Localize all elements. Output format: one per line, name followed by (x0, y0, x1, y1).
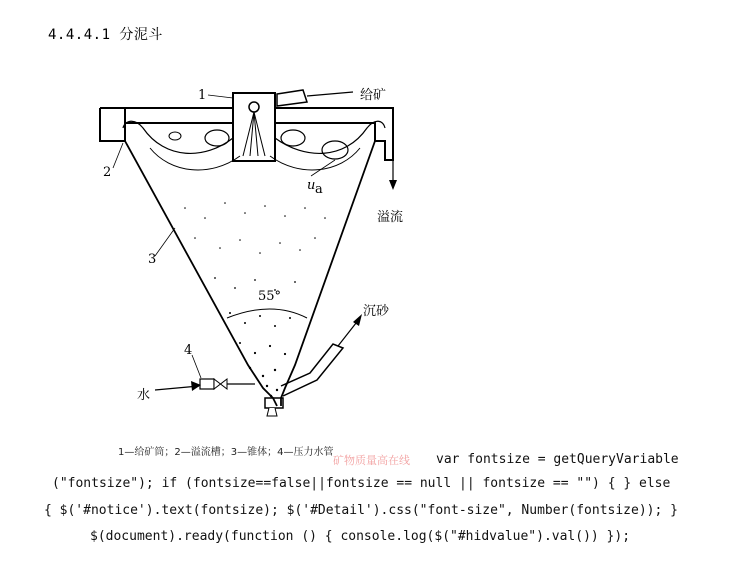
code-line-3: { $('#notice').text(fontsize); $('#Detail').css("font-size", Number(fontsize)); } (44, 503, 678, 518)
label-ua-sub: a (315, 182, 323, 197)
section-heading: 4.4.4.1 分泥斗 (48, 27, 163, 43)
code-line-1: var fontsize = getQueryVariable (436, 452, 679, 467)
label-water: 水 (137, 388, 151, 403)
label-feed: 给矿 (360, 88, 387, 103)
label-sand: 沉砂 (363, 304, 390, 319)
figure-caption: 1—给矿筒；2—溢流槽；3—锥体；4—压力水管 (118, 447, 334, 458)
code-line-2: ("fontsize"); if (fontsize==false||fontsize == null || fontsize == "") { } else (52, 476, 671, 491)
desliming-cone-figure (95, 68, 430, 463)
label-3: 3 (148, 252, 157, 267)
code-line-4: $(document).ready(function () { console.log($("#hidvalue").val()) }); (90, 529, 631, 544)
label-ua: u (307, 178, 316, 193)
desliming-cone-diagram (95, 68, 430, 463)
label-2: 2 (103, 165, 112, 180)
label-4: 4 (184, 343, 193, 358)
label-overflow: 溢流 (377, 210, 404, 225)
watermark: 矿物质量高在线 (333, 454, 410, 467)
label-angle: 55° (258, 289, 282, 304)
label-1: 1 (198, 88, 207, 103)
